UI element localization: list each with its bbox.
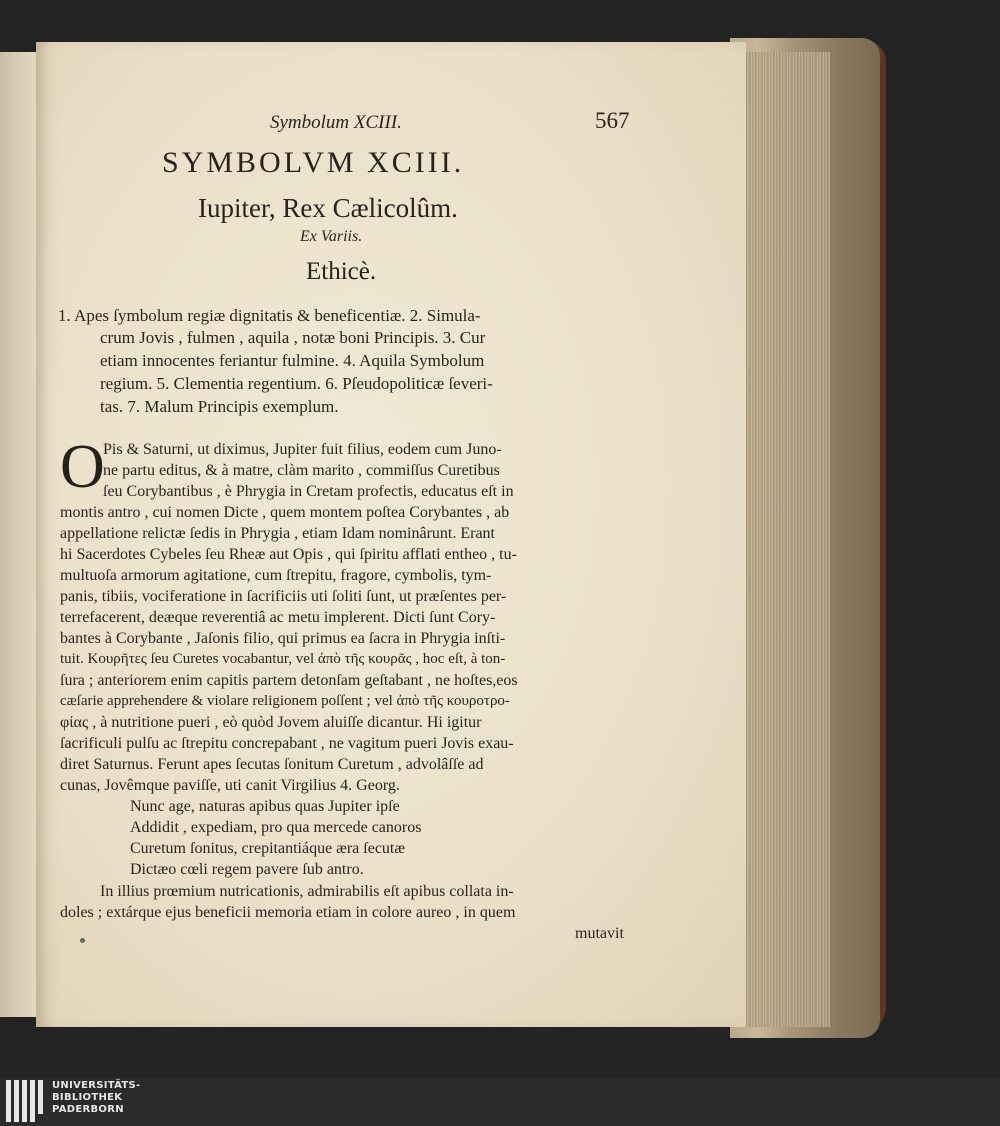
subject-heading: Iupiter, Rex Cælicolûm. bbox=[198, 193, 458, 223]
body-line: ſura ; anteriorem enim capitis partem detonſam geſtabant , ne hoſtes,eos bbox=[60, 672, 518, 689]
summary-line: 1. Apes ſymbolum regiæ dignitatis & beneficentiæ. 2. Simula- bbox=[58, 306, 481, 325]
verse-line: Dictæo cœli regem pavere ſub antro. bbox=[130, 861, 364, 878]
summary-line: tas. 7. Malum Principis exemplum. bbox=[100, 397, 339, 416]
library-logo-line: UNIVERSITÄTS- bbox=[52, 1080, 141, 1091]
body-line: In illius prœmium nutricationis, admirabilis eſt apibus collata in- bbox=[100, 883, 514, 900]
library-logo-line: PADERBORN bbox=[52, 1104, 124, 1115]
drop-cap: O bbox=[60, 433, 105, 501]
verse-line: Addidit , expediam, pro qua mercede canoros bbox=[130, 819, 422, 836]
body-line: appellatione relictæ ſedis in Phrygia , etiam Idam nominârunt. Erant bbox=[60, 525, 495, 542]
body-line: panis, tibiis, vociferatione in ſacrificiis uti ſoliti ſunt, ut præſentes per- bbox=[60, 588, 507, 605]
page-number: 567 bbox=[595, 108, 630, 133]
summary-line: etiam innocentes feriantur fulmine. 4. Aquila Symbolum bbox=[100, 351, 485, 370]
body-line: tuit. Κουρῆτες ſeu Curetes vocabantur, vel ἀπὸ τῆς κουρᾶς , hoc eſt, à ton- bbox=[60, 651, 506, 667]
body-line: φίας , à nutritione pueri , eò quòd Jovem aluiſſe dicantur. Hi igitur bbox=[60, 714, 482, 731]
body-line: Pis & Saturni, ut diximus, Jupiter fuit filius, eodem cum Juno- bbox=[103, 441, 502, 458]
catchword: mutavit bbox=[575, 925, 624, 942]
running-title: Symbolum XCIII. bbox=[270, 112, 402, 133]
facing-page-edge bbox=[0, 52, 40, 1017]
summary-line: regium. 5. Clementia regentium. 6. Pſeudopoliticæ ſeveri- bbox=[100, 374, 493, 393]
body-line: cunas, Jovêmque paviſſe, uti canit Virgilius 4. Georg. bbox=[60, 777, 400, 794]
page-block-lines bbox=[740, 52, 830, 1027]
source-line: Ex Variis. bbox=[300, 228, 363, 245]
body-line: doles ; extárque ejus beneficii memoria etiam in colore aureo , in quem bbox=[60, 904, 516, 921]
body-line: ſacrificuli pulſu ac ſtrepitu concrepabant , ne vagitum pueri Jovis exau- bbox=[60, 735, 514, 752]
section-heading: Ethicè. bbox=[306, 258, 377, 285]
body-line: ne partu editus, & à matre, clàm marito , commiſſus Curetibus bbox=[103, 462, 500, 479]
library-logo-line: BIBLIOTHEK bbox=[52, 1092, 123, 1103]
symbol-heading: SYMBOLVM XCIII. bbox=[162, 146, 465, 179]
library-logo-icon bbox=[6, 1080, 48, 1122]
verse-line: Curetum ſonitus, crepitantiáque æra ſecutæ bbox=[130, 840, 406, 857]
ink-spot bbox=[80, 938, 85, 943]
body-line: cæſarie apprehendere & violare religionem poſſent ; vel ἀπὸ τῆς κουροτρο- bbox=[60, 693, 510, 709]
body-line: hi Sacerdotes Cybeles ſeu Rheæ aut Opis , qui ſpiritu afflati entheo , tu- bbox=[60, 546, 517, 563]
body-line: diret Saturnus. Ferunt apes ſecutas ſonitum Curetum , advolâſſe ad bbox=[60, 756, 484, 773]
body-line: terrefacerent, deæque reverentiâ ac metu implerent. Dicti ſunt Cory- bbox=[60, 609, 496, 626]
body-line: montis antro , cui nomen Dicte , quem montem poſtea Corybantes , ab bbox=[60, 504, 510, 521]
body-line: multuoſa armorum agitatione, cum ſtrepitu, fragore, cymbolis, tym- bbox=[60, 567, 492, 584]
body-line: bantes à Corybante , Jaſonis filio, qui primus ea ſacra in Phrygia inſti- bbox=[60, 630, 506, 647]
footer-bar bbox=[0, 1078, 1000, 1126]
summary-line: crum Jovis , fulmen , aquila , notæ boni Principis. 3. Cur bbox=[100, 328, 486, 347]
verse-line: Nunc age, naturas apibus quas Jupiter ipſe bbox=[130, 798, 400, 815]
body-line: ſeu Corybantibus , è Phrygia in Cretam profectis, educatus eſt in bbox=[103, 483, 514, 500]
